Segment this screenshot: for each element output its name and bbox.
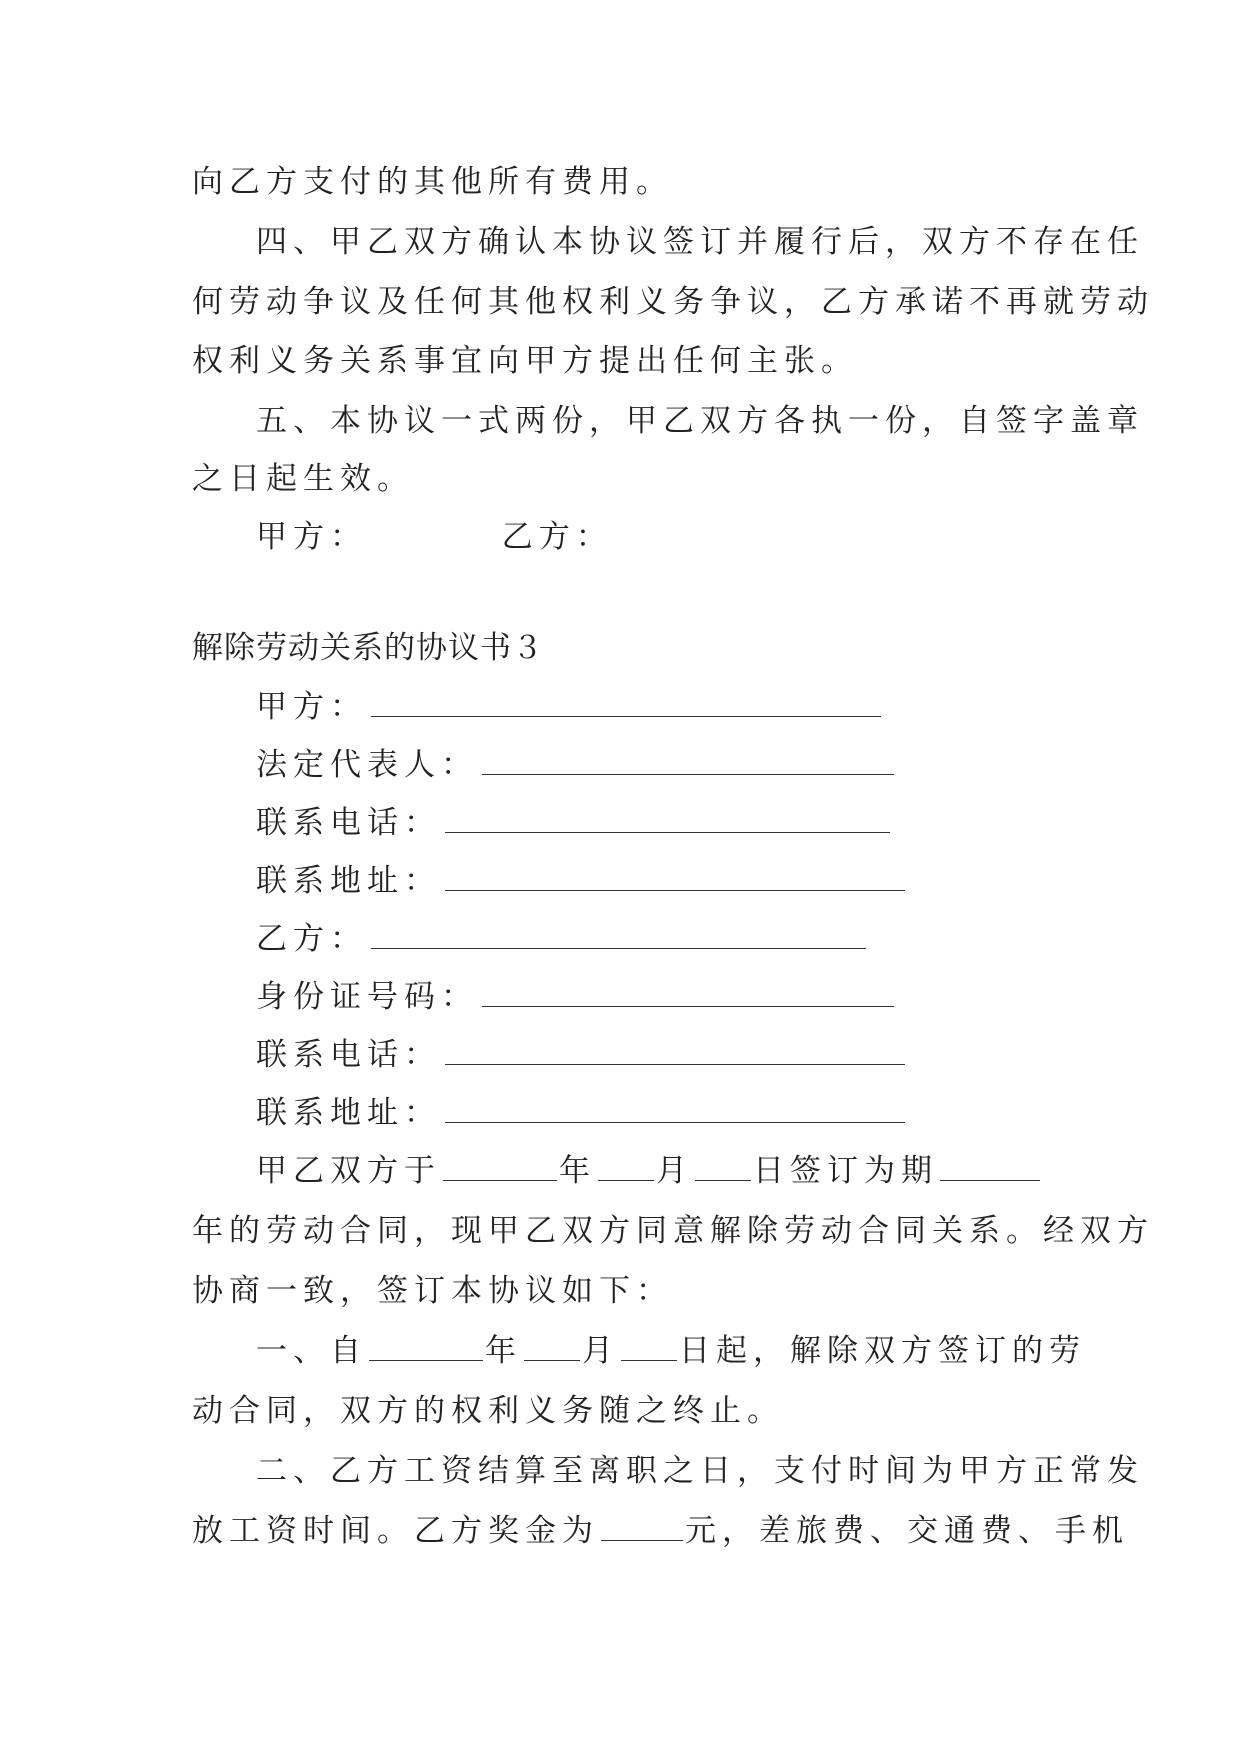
- field-label: 身份证号码：: [256, 979, 478, 1015]
- paragraph-line: 向乙方支付的其他所有费用。: [192, 164, 673, 200]
- fill-in-blank[interactable]: [445, 1100, 905, 1123]
- paragraph-line: 五、本协议一式两份，甲乙双方各执一份，自签字盖章: [256, 403, 1144, 439]
- fill-in-blank[interactable]: [524, 1338, 580, 1361]
- text-segment: 元，差旅费、交通费、手机: [685, 1513, 1129, 1549]
- paragraph-line: 四、甲乙双方确认本协议签订并履行后，双方不存在任: [256, 224, 1144, 260]
- party-b-signature-label: 乙方：: [501, 519, 613, 555]
- fill-in-blank[interactable]: [371, 694, 881, 717]
- paragraph-line: 协商一致，签订本协议如下：: [192, 1273, 673, 1309]
- text-segment: 月: [582, 1333, 619, 1369]
- text-segment: 月: [656, 1153, 693, 1189]
- field-label: 联系地址：: [256, 863, 441, 899]
- paragraph-line: 二、乙方工资结算至离职之日，支付时间为甲方正常发: [256, 1453, 1144, 1489]
- fill-in-blank[interactable]: [445, 1042, 905, 1065]
- form-field-phone: [256, 803, 1116, 843]
- fill-in-blank[interactable]: [695, 1158, 751, 1181]
- field-label: 法定代表人：: [256, 747, 478, 783]
- paragraph-line: [192, 1511, 1129, 1551]
- fill-in-blank[interactable]: [598, 1158, 654, 1181]
- form-field-legal-rep: [256, 745, 1116, 785]
- field-label: 乙方：: [256, 921, 367, 957]
- paragraph-line: 何劳动争议及任何其他权利义务争议，乙方承诺不再就劳动: [192, 284, 1154, 320]
- paragraph-line: 权利义务关系事宜向甲方提出任何主张。: [192, 343, 858, 379]
- paragraph-line: [256, 1331, 1116, 1371]
- fill-in-blank[interactable]: [940, 1158, 1040, 1181]
- text-segment: 年: [485, 1333, 522, 1369]
- fill-in-blank[interactable]: [482, 984, 894, 1007]
- fill-in-blank[interactable]: [621, 1338, 677, 1361]
- form-field-address: [256, 1093, 1116, 1133]
- text-segment: 放工资时间。乙方奖金为: [192, 1513, 599, 1549]
- signature-line: [256, 517, 1116, 557]
- text-segment: 日起，解除双方签订的劳: [679, 1333, 1086, 1369]
- form-field-address: [256, 861, 1116, 901]
- fill-in-blank[interactable]: [369, 1338, 483, 1361]
- form-field-party-a: [256, 687, 1116, 727]
- text-segment: 甲乙双方于: [256, 1153, 441, 1189]
- fill-in-blank[interactable]: [443, 1158, 557, 1181]
- fill-in-blank[interactable]: [445, 810, 890, 833]
- form-field-phone: [256, 1035, 1116, 1075]
- form-field-party-b: [256, 919, 1116, 959]
- paragraph-line: 动合同，双方的权利义务随之终止。: [192, 1393, 784, 1429]
- party-a-signature-label: 甲方：: [256, 519, 367, 555]
- fill-in-blank[interactable]: [601, 1518, 683, 1541]
- text-segment: 年: [559, 1153, 596, 1189]
- paragraph-line: 年的劳动合同，现甲乙双方同意解除劳动合同关系。经双方: [192, 1213, 1154, 1249]
- fill-in-blank[interactable]: [482, 752, 894, 775]
- paragraph-line: [256, 1151, 1116, 1191]
- field-label: 联系电话：: [256, 1037, 441, 1073]
- text-segment: 日签订为期: [753, 1153, 938, 1189]
- fill-in-blank[interactable]: [445, 868, 905, 891]
- form-field-id-number: [256, 977, 1116, 1017]
- fill-in-blank[interactable]: [371, 926, 866, 949]
- section-title: 解除劳动关系的协议书３: [192, 630, 544, 666]
- field-label: 甲方：: [256, 689, 367, 725]
- text-segment: 一、自: [256, 1333, 367, 1369]
- field-label: 联系电话：: [256, 805, 441, 841]
- field-label: 联系地址：: [256, 1095, 441, 1131]
- paragraph-line: 之日起生效。: [192, 461, 414, 497]
